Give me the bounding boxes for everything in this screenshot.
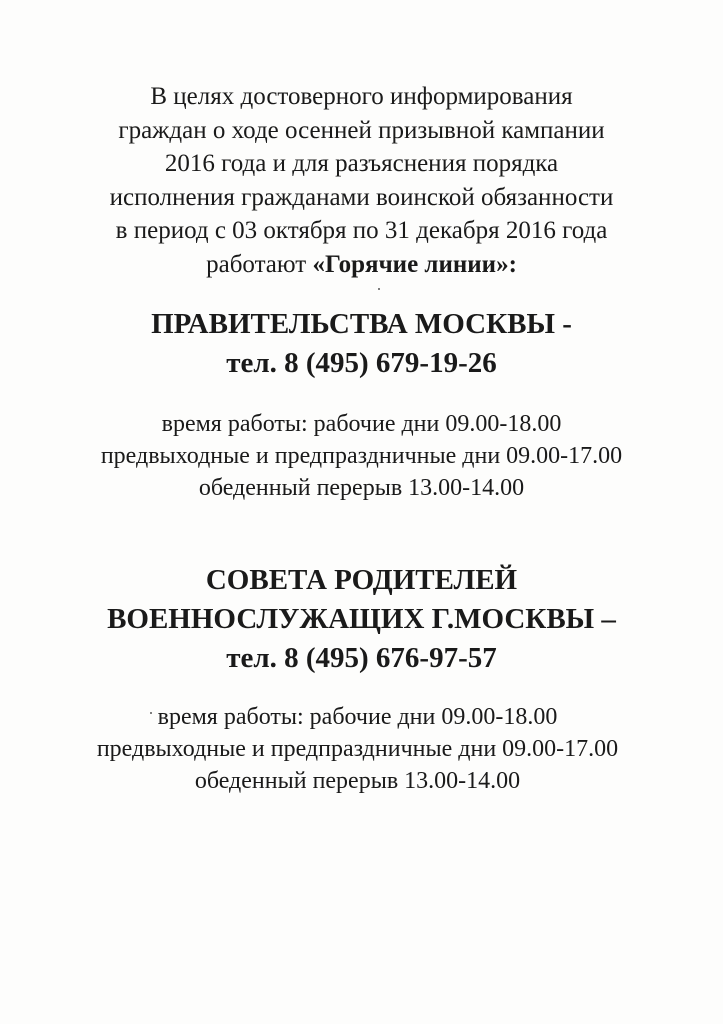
hotline-1-hours: [0, 408, 723, 504]
intro-paragraph: [0, 80, 723, 282]
hotline-2-org-name: ВОЕННОСЛУЖАЩИХ Г.МОСКВЫ –: [107, 603, 616, 635]
hotline-2-org-name: СОВЕТА РОДИТЕЛЕЙ: [205, 564, 518, 596]
working-hours-line: время работы: рабочие дни 09.00-18.00: [161, 411, 562, 437]
intro-line: [0, 248, 723, 282]
lunch-break-line: обеденный перерыв 13.00-14.00: [194, 768, 521, 794]
intro-line: исполнения гражданами воинской обязанности: [109, 183, 614, 211]
intro-line: граждан о ходе осенней призывной кампании: [118, 116, 605, 144]
hotline-2-phone: тел. 8 (495) 676-97-57: [226, 642, 497, 674]
pre-holiday-hours-line: предвыходные и предпраздничные дни 09.00-17.00: [100, 443, 623, 469]
lunch-break-line: обеденный перерыв 13.00-14.00: [198, 475, 525, 501]
hotline-2-hours: [0, 701, 719, 797]
scan-speck: [150, 712, 152, 714]
working-hours-line: время работы: рабочие дни 09.00-18.00: [157, 704, 558, 730]
intro-line-prefix: работают: [206, 250, 313, 278]
intro-line: В целях достоверного информирования: [150, 83, 573, 110]
hotline-1-org-name: ПРАВИТЕЛЬСТВА МОСКВЫ -: [151, 308, 572, 340]
hotline-1-phone: тел. 8 (495) 679-19-26: [226, 347, 497, 379]
hotlines-heading: «Горячие линии»:: [312, 250, 517, 278]
hotline-2-heading: [0, 561, 723, 678]
intro-line: в период с 03 октября по 31 декабря 2016 года: [115, 217, 608, 245]
pre-holiday-hours-line: предвыходные и предпраздничные дни 09.00-17.00: [96, 736, 619, 762]
intro-line: 2016 года и для разъяснения порядка: [164, 150, 559, 178]
scan-speck: [378, 288, 380, 290]
hotline-1-heading: [0, 305, 723, 383]
